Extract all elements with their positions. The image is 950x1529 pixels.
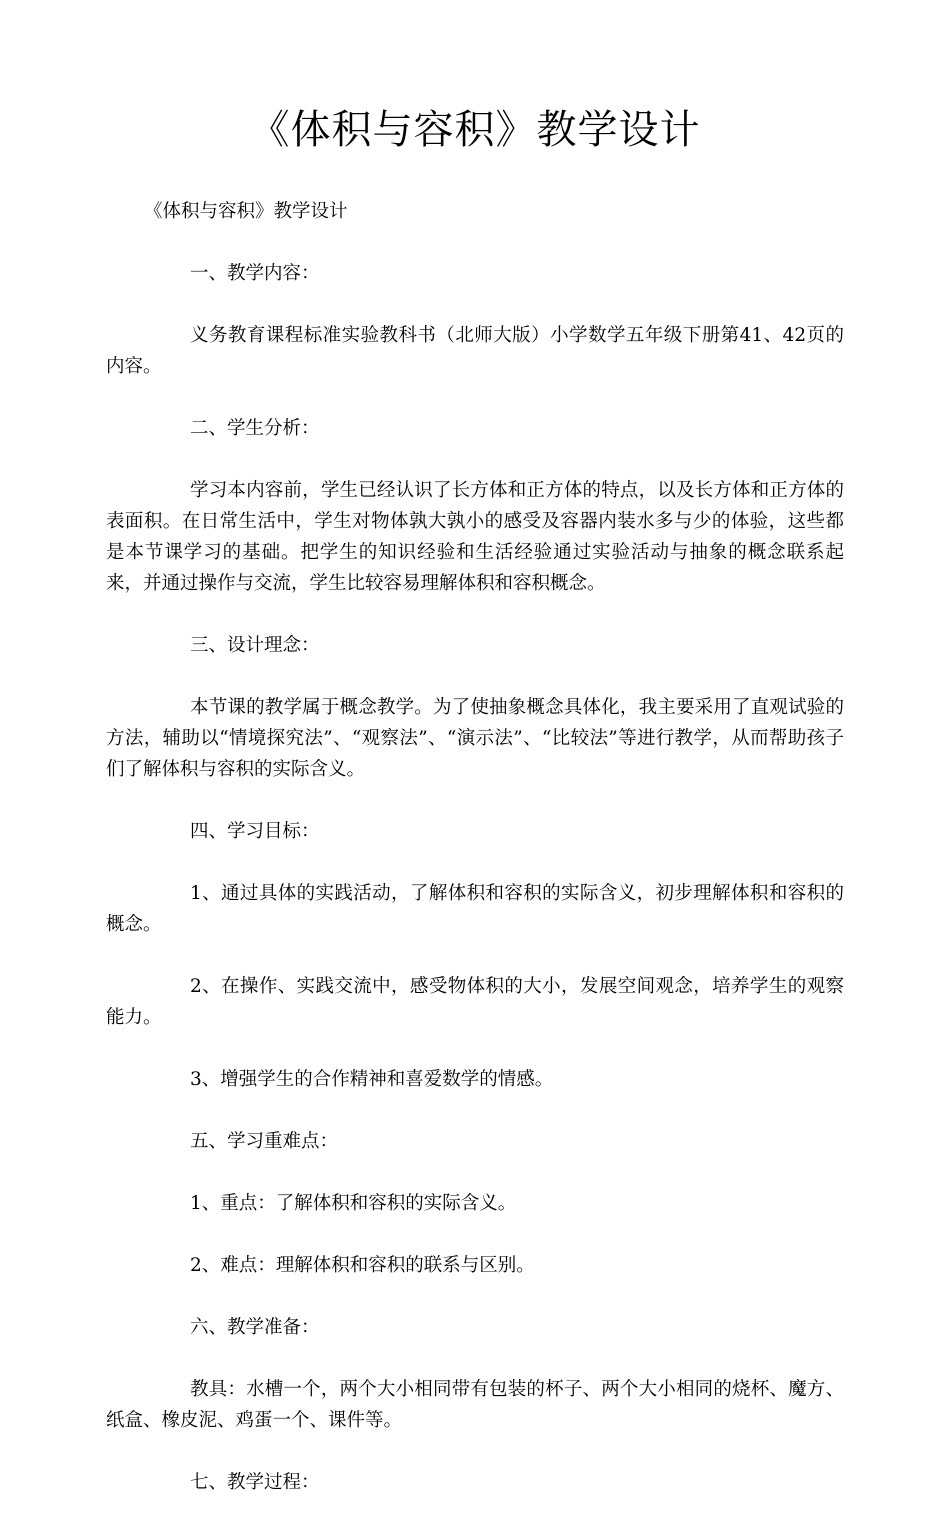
subtitle-paragraph: 《体积与容积》教学设计 bbox=[144, 201, 348, 222]
document-title: 《体积与容积》教学设计 bbox=[249, 107, 701, 153]
section-heading-preparation: 六、教学准备： bbox=[190, 1317, 320, 1338]
design-concept-paragraph: 本节课的教学属于概念教学。为了使抽象概念具体化，我主要采用了直观试验的方法，辅助以“情境探究法”、“观察法”、“演示法”、“比较法”等进行教学，从而帮助孩子们了解体积与容积的实际含义。 bbox=[106, 697, 844, 780]
document-body bbox=[106, 196, 844, 1529]
section-heading-student-analysis: 二、学生分析： bbox=[190, 418, 320, 439]
learning-goal-3: 3、增强学生的合作精神和喜爱数学的情感。 bbox=[190, 1069, 554, 1090]
section-heading-teaching-process: 七、教学过程： bbox=[190, 1472, 320, 1493]
student-analysis-paragraph: 学习本内容前，学生已经认识了长方体和正方体的特点，以及长方体和正方体的表面积。在日常生活中，学生对物体孰大孰小的感受及容器内装水多与少的体验，这些都是本节课学习的基础。把学生的知识经验和生活经验通过实验活动与抽象的概念联系起来，并通过操作与交流，学生比较容易理解体积和容积概念。 bbox=[106, 480, 844, 594]
key-point-1: 1、重点：了解体积和容积的实际含义。 bbox=[190, 1193, 517, 1214]
learning-goal-1: 1、通过具体的实践活动，了解体积和容积的实际含义，初步理解体积和容积的概念。 bbox=[106, 883, 844, 935]
learning-goal-2: 2、在操作、实践交流中，感受物体积的大小，发展空间观念，培养学生的观察能力。 bbox=[106, 976, 844, 1028]
content-paragraph: 义务教育课程标准实验教科书（北师大版）小学数学五年级下册第41、42页的内容。 bbox=[106, 325, 844, 377]
key-point-2: 2、难点：理解体积和容积的联系与区别。 bbox=[190, 1255, 535, 1276]
section-heading-content: 一、教学内容： bbox=[190, 263, 320, 284]
section-heading-key-points: 五、学习重难点： bbox=[190, 1131, 339, 1152]
section-heading-design-concept: 三、设计理念： bbox=[190, 635, 320, 656]
preparation-paragraph: 教具：水槽一个，两个大小相同带有包装的杯子、两个大小相同的烧杯、魔方、纸盒、橡皮泥、鸡蛋一个、课件等。 bbox=[106, 1379, 844, 1431]
section-heading-learning-goals: 四、学习目标： bbox=[190, 821, 320, 842]
